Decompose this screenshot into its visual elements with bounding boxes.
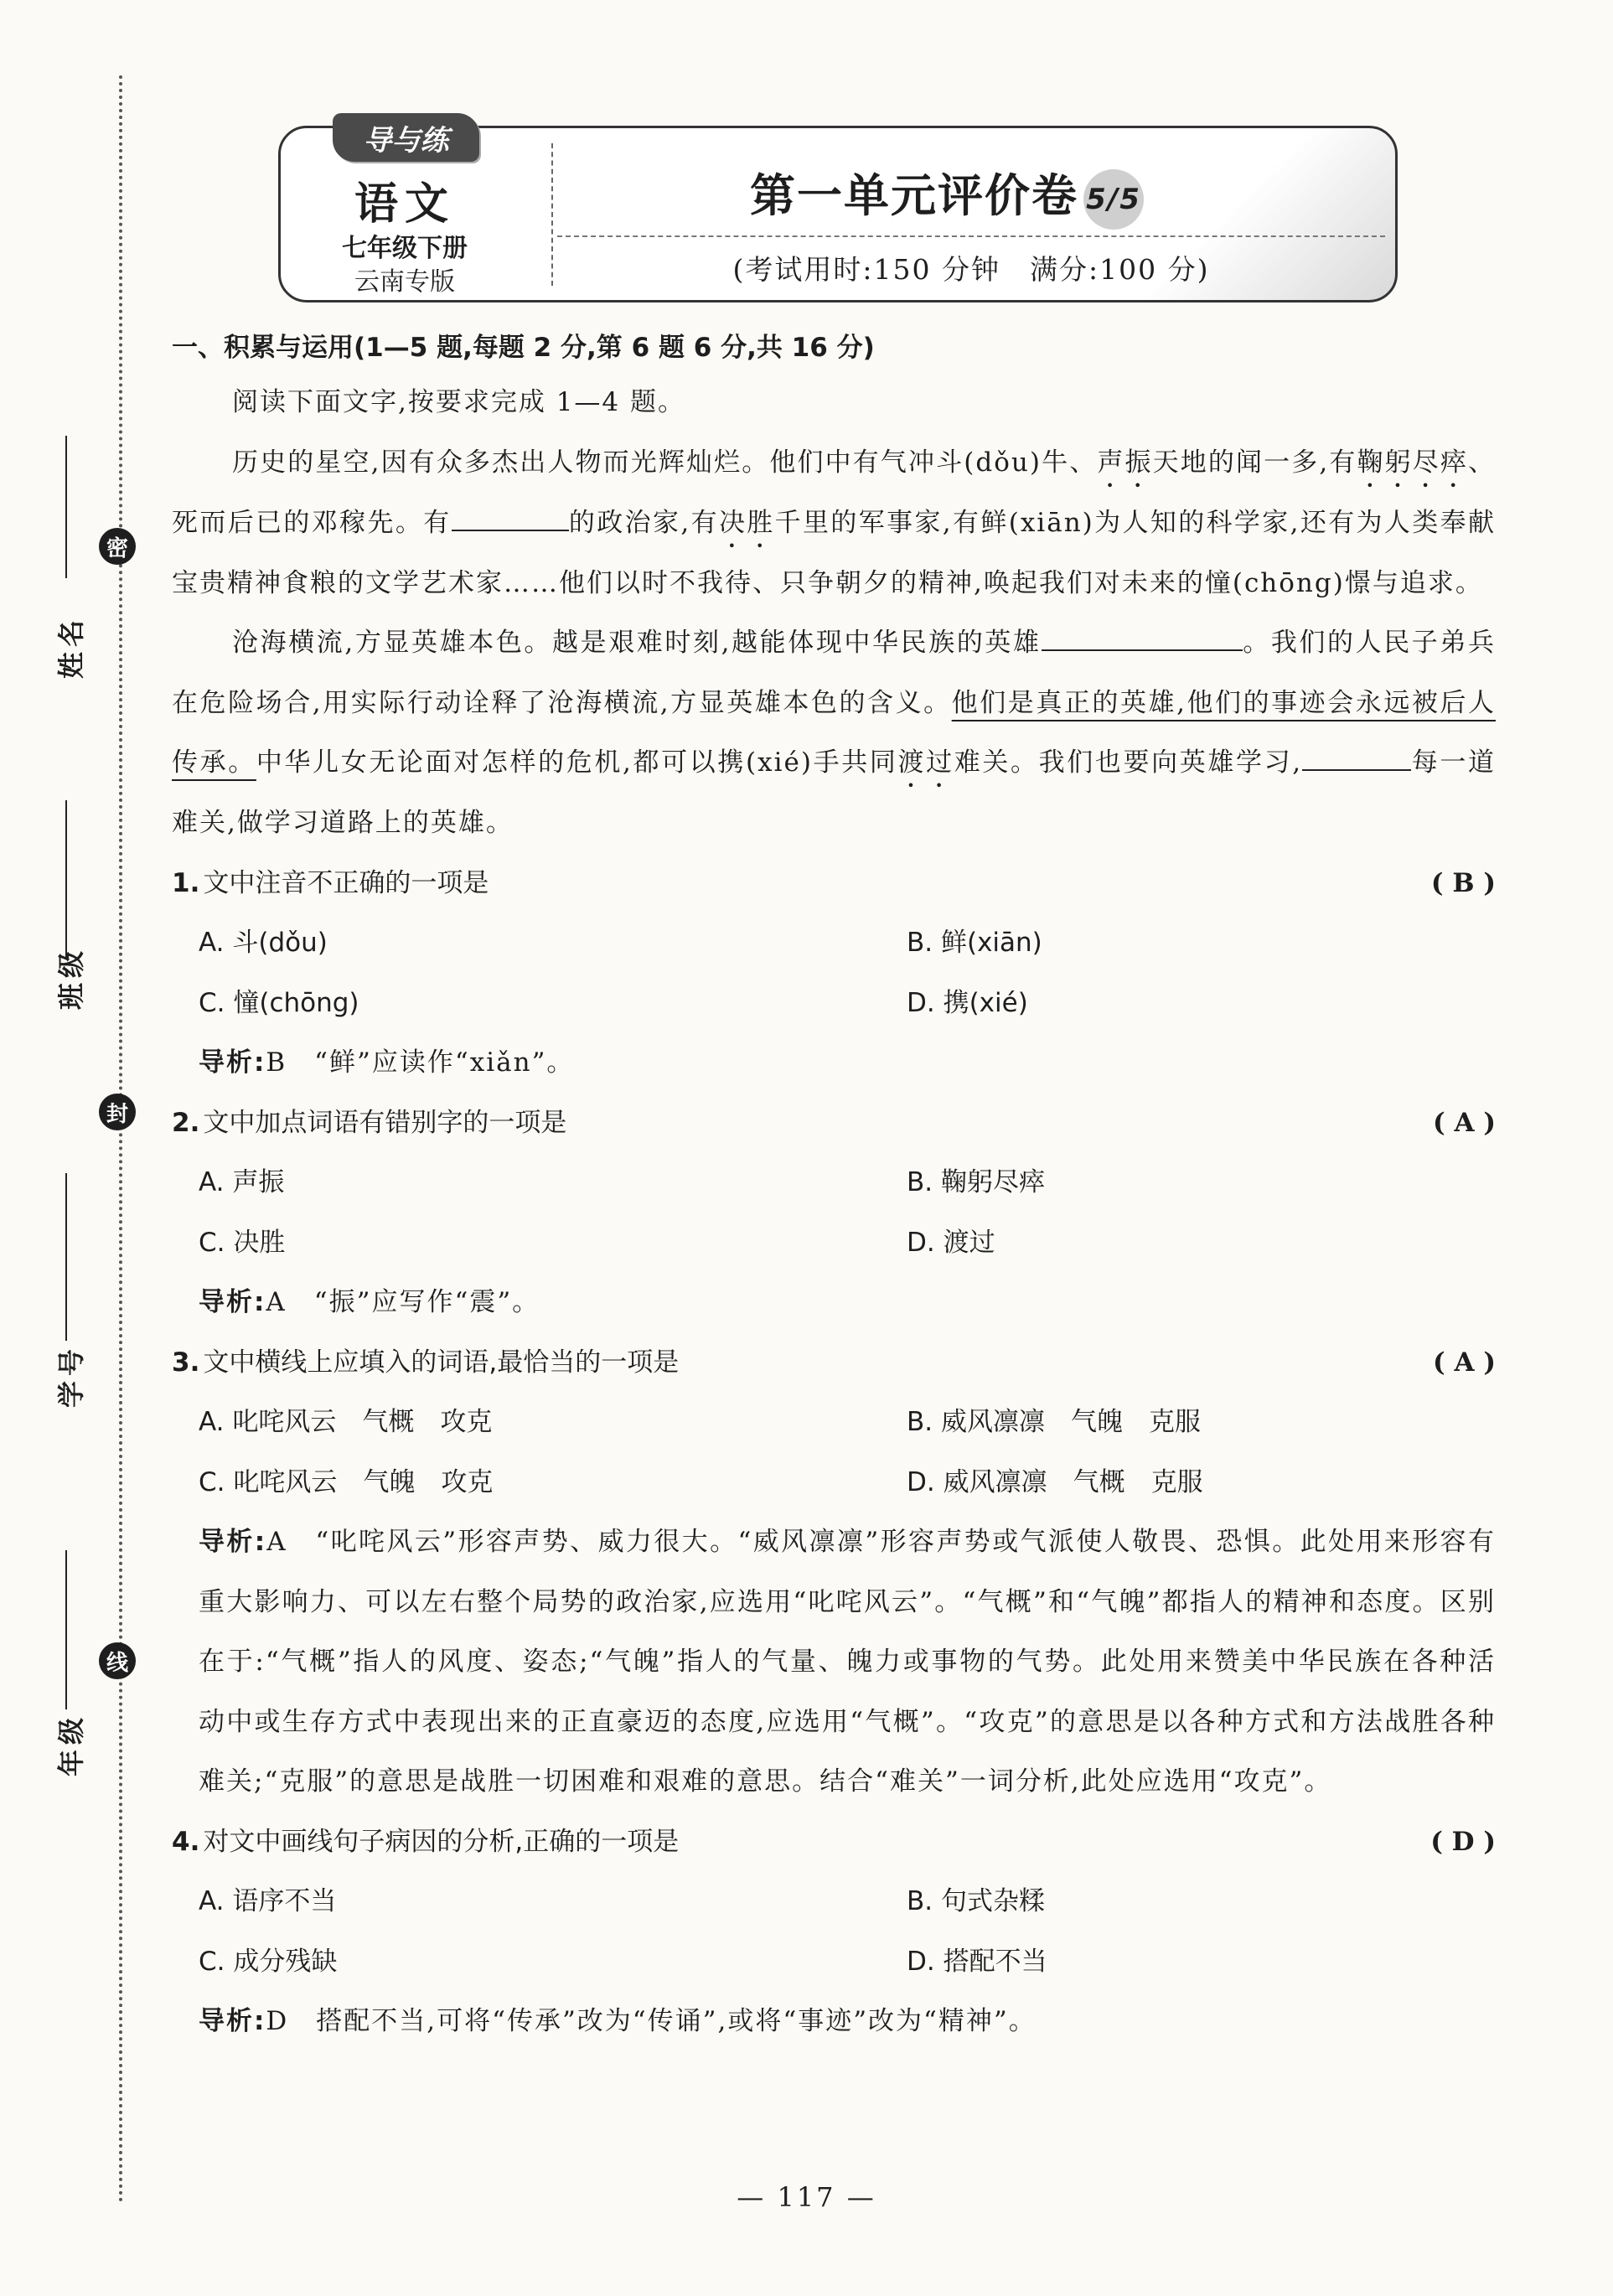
passage-text: 。我们的人民子弟兵在危险场合,用实际行动诠释了沧海横流,方显英雄本色的含义。: [172, 628, 1496, 718]
question-number: 4.: [172, 1826, 200, 1857]
class-field-line: [65, 800, 67, 959]
passage-text: 沧海横流,方显英雄本色。越是艰难时刻,越能体现中华民族的英雄: [232, 628, 1042, 658]
page-badge: 5/5: [1083, 169, 1144, 230]
option-a[interactable]: A. 声振: [199, 1167, 285, 1197]
exam-header: [278, 123, 1398, 303]
header-vertical-divider: [551, 143, 553, 286]
option-b[interactable]: B. 句式杂糅: [907, 1886, 1045, 1916]
option-a[interactable]: A. 语序不当: [199, 1886, 337, 1916]
grade-field[interactable]: [25, 1550, 87, 1785]
question-3-options: [172, 1393, 1496, 1513]
guide-text: A “振”应写作“震”。: [266, 1287, 540, 1317]
passage-text: 、死而后已的邓稼先。有: [172, 447, 1497, 538]
subject-title: 语文: [354, 179, 455, 230]
passage-text: 中华儿女无论面对怎样的危机,都可以携(xié)手共同: [256, 747, 898, 778]
dotted-word: 决胜: [718, 507, 775, 538]
passage-paragraph-1: [172, 433, 1496, 614]
option-d[interactable]: D. 携(xié): [907, 987, 1028, 1018]
option-c[interactable]: C. 叱咤风云 气魄 攻克: [199, 1466, 494, 1497]
guide-text: D 搭配不当,可将“传承”改为“传诵”,或将“事迹”改为“精神”。: [266, 2006, 1037, 2036]
question-stem: 对文中画线句子病因的分析,正确的一项是: [203, 1826, 680, 1857]
question-3: [172, 1333, 1496, 1394]
passage-text: 每一道难关,做学习道路上的英雄。: [172, 747, 1497, 838]
question-number: 2.: [172, 1107, 200, 1138]
student-id-field-label: 学号: [55, 1343, 87, 1408]
guide-text: B “鲜”应读作“xiǎn”。: [266, 1047, 575, 1078]
passage-text: 难关。我们也要向英雄学习,: [954, 747, 1303, 778]
name-field-label: 姓名: [55, 614, 87, 679]
underlined-sentence: 他们是真正的英雄,他们的事迹会永远被后人传承。: [172, 687, 1496, 778]
question-number: 3.: [172, 1347, 200, 1378]
question-stem: 文中横线上应填入的词语,最恰当的一项是: [203, 1347, 680, 1378]
question-1-guide: [172, 1033, 1496, 1094]
question-number: 1.: [172, 867, 200, 898]
header-horizontal-divider: [557, 235, 1385, 237]
grade-label: 七年级下册: [342, 234, 468, 263]
option-c[interactable]: C. 决胜: [199, 1227, 286, 1258]
brand-logo: 导与练: [333, 113, 479, 162]
passage-text: 千里的军事家,有鲜(xiān)为人知的科学家,还有为人类奉献宝贵精神食粮的文学艺术家……他们以时不我待、只争朝夕的精神,唤起我们对未来的憧(chōng)憬与追求。: [172, 507, 1496, 598]
fill-blank[interactable]: [1042, 624, 1243, 651]
option-c[interactable]: C. 憧(chōng): [199, 987, 359, 1018]
question-stem: 文中加点词语有错别字的一项是: [203, 1107, 567, 1138]
name-field-line: [65, 436, 67, 578]
answer-box[interactable]: ( A ): [1433, 1347, 1496, 1378]
exam-content: [172, 323, 1496, 2052]
question-1-options: [172, 913, 1496, 1033]
question-4-options: [172, 1872, 1496, 1992]
class-field[interactable]: [25, 800, 87, 1018]
guide-tag: 导析:: [199, 2006, 266, 2036]
option-b[interactable]: B. 鲜(xiān): [907, 928, 1042, 958]
question-3-guide: [172, 1513, 1496, 1812]
seal-xian-icon: 线: [99, 1642, 136, 1679]
class-field-label: 班级: [55, 945, 87, 1010]
grade-field-label: 年级: [55, 1712, 87, 1776]
question-1: [172, 854, 1496, 914]
seal-feng-icon: 封: [99, 1094, 136, 1130]
student-id-field-line: [65, 1173, 67, 1341]
page-number: — 117 —: [737, 2181, 876, 2213]
dotted-word: 鞠躬尽瘁: [1357, 447, 1469, 478]
question-2-options: [172, 1153, 1496, 1273]
student-id-field[interactable]: [25, 1173, 87, 1416]
section-title: 一、积累与运用(1—5 题,每题 2 分,第 6 题 6 分,共 16 分): [172, 333, 875, 363]
guide-tag: 导析:: [199, 1527, 267, 1557]
grade-field-line: [65, 1550, 67, 1709]
answer-box[interactable]: ( D ): [1430, 1826, 1496, 1857]
passage-paragraph-2: [172, 613, 1496, 854]
option-d[interactable]: D. 威风凛凛 气概 克服: [907, 1466, 1203, 1497]
guide-tag: 导析:: [199, 1047, 266, 1078]
answer-box[interactable]: ( B ): [1430, 867, 1496, 898]
fill-blank[interactable]: [1302, 744, 1411, 771]
answer-box[interactable]: ( A ): [1433, 1107, 1496, 1138]
option-a[interactable]: A. 斗(dǒu): [199, 928, 328, 958]
passage-text: 天地的闻一多,有: [1152, 447, 1357, 478]
edition-label: 云南专版: [354, 267, 455, 297]
exam-title-text: 第一单元评价卷: [750, 168, 1078, 222]
option-a[interactable]: A. 叱咤风云 气概 攻克: [199, 1407, 493, 1437]
question-4: [172, 1812, 1496, 1873]
exam-title: [557, 160, 1336, 230]
option-b[interactable]: B. 鞠躬尽瘁: [907, 1167, 1045, 1197]
question-4-guide: [172, 1992, 1496, 2052]
question-2-guide: [172, 1273, 1496, 1333]
dotted-word: 渡过: [897, 747, 954, 778]
guide-tag: 导析:: [199, 1287, 266, 1317]
guide-text: A “叱咤风云”形容声势、威力很大。“威风凛凛”形容声势或气派使人敬畏、恐惧。此处用来形容有重大影响力、可以左右整个局势的政治家,应选用“叱咤风云”。“气概”和“气魄”都指人的精神和态度。区别在于:“气概”指人的风度、姿态;“气魄”指人的气量、魄力或事物的气势。此处用来赞美中华民族在各种活动中或生存方式中表现出来的正直豪迈的态度,应选用“气概”。“攻克”的意思是以各种方式和方法战胜各种难关;“克服”的意思是战胜一切困难和艰难的意思。结合“难关”一词分析,此处应选用“攻克”。: [199, 1527, 1496, 1797]
question-stem: 文中注音不正确的一项是: [203, 867, 489, 898]
passage-text: 历史的星空,因有众多杰出人物而光辉灿烂。他们中有气冲斗(dǒu)牛、: [232, 447, 1098, 478]
reading-instruction: 阅读下面文字,按要求完成 1—4 题。: [232, 387, 686, 417]
option-d[interactable]: D. 渡过: [907, 1227, 995, 1258]
name-field[interactable]: [25, 436, 87, 687]
exam-info: (考试用时:150 分钟 满分:100 分): [732, 253, 1210, 286]
option-c[interactable]: C. 成分残缺: [199, 1946, 338, 1977]
seal-mi-icon: 密: [99, 528, 136, 565]
option-d[interactable]: D. 搭配不当: [907, 1946, 1047, 1977]
fill-blank[interactable]: [452, 504, 569, 531]
binding-dotted-line: [119, 75, 122, 2204]
dotted-word: 声振: [1097, 447, 1153, 478]
passage-text: 的政治家,有: [568, 507, 719, 538]
question-2: [172, 1094, 1496, 1154]
option-b[interactable]: B. 威风凛凛 气魄 克服: [907, 1407, 1201, 1437]
